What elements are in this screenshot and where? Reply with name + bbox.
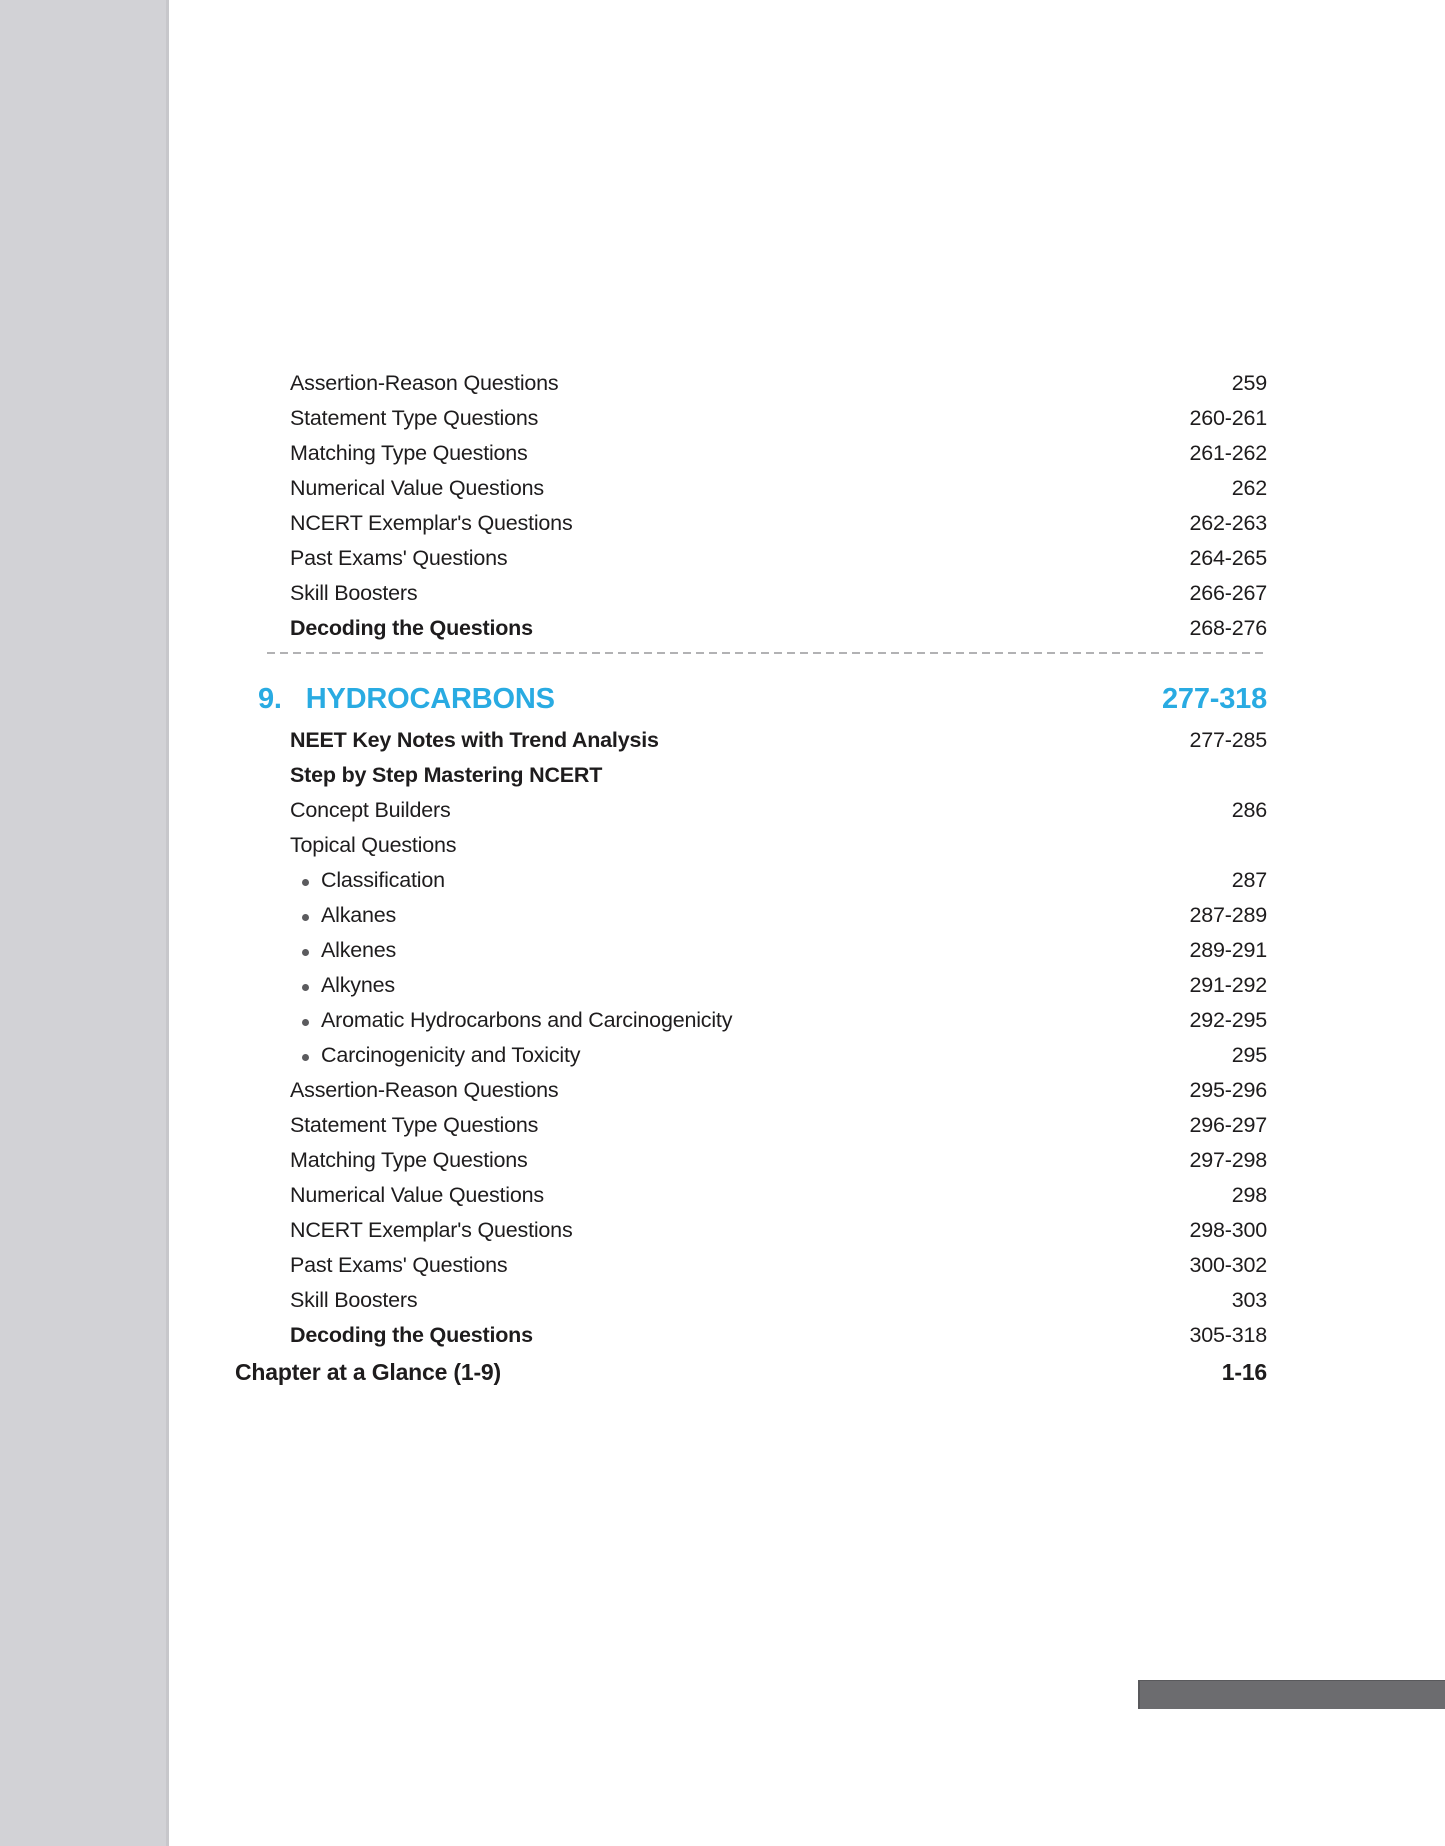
toc-item-pages: 291-292: [1189, 973, 1267, 997]
toc-row: [235, 506, 1267, 541]
chapter-title: HYDROCARBONS: [305, 683, 555, 715]
toc-item-pages: 262: [1231, 476, 1267, 500]
chapter-heading-row: [258, 683, 1267, 716]
toc-row: [235, 1178, 1267, 1213]
dashed-divider: [267, 652, 1263, 654]
toc-item-label: [302, 903, 396, 928]
toc-item-label: Statement Type Questions: [290, 1113, 539, 1137]
bullet-icon: [302, 949, 309, 956]
toc-row: [235, 1248, 1267, 1283]
toc-item-label: Past Exams' Questions: [290, 546, 508, 570]
toc-row: [235, 1318, 1267, 1353]
toc-item-text: Alkanes: [321, 903, 397, 927]
toc-item-pages: 262-263: [1189, 511, 1267, 535]
toc-item-label: Assertion-Reason Questions: [290, 1078, 559, 1102]
toc-item-label: Skill Boosters: [290, 581, 418, 605]
toc-item-label: [302, 938, 396, 963]
bullet-icon: [302, 984, 309, 991]
toc-row: [235, 1073, 1267, 1108]
toc-item-label: Numerical Value Questions: [290, 476, 544, 500]
toc-row: [235, 723, 1267, 758]
toc-row: [235, 1283, 1267, 1318]
toc-item-pages: 295: [1231, 1043, 1267, 1067]
toc-row: [235, 401, 1267, 436]
bullet-icon: [302, 914, 309, 921]
toc-item-pages: 296-297: [1189, 1113, 1267, 1137]
toc-item-label: [302, 1008, 732, 1033]
toc-item-pages: 277-285: [1189, 728, 1267, 752]
bullet-icon: [302, 1054, 309, 1061]
toc-item-text: Alkynes: [321, 973, 395, 997]
toc-item-text: Alkenes: [321, 938, 397, 962]
toc-row: [235, 1213, 1267, 1248]
toc-row: [235, 968, 1267, 1003]
toc-item-label: Matching Type Questions: [290, 1148, 528, 1172]
toc-row: [235, 541, 1267, 576]
toc-item-label: Topical Questions: [290, 833, 457, 857]
toc-item-pages: 300-302: [1189, 1253, 1267, 1277]
toc-row: [235, 611, 1267, 646]
toc-item-pages: 259: [1231, 371, 1267, 395]
toc-item-pages: 298-300: [1189, 1218, 1267, 1242]
toc-item-label: Skill Boosters: [290, 1288, 418, 1312]
toc-item-text: Carcinogenicity and Toxicity: [321, 1043, 581, 1067]
toc-item-pages: 266-267: [1189, 581, 1267, 605]
chapter-at-a-glance-row: [235, 1354, 1267, 1390]
toc-item-pages: 298: [1231, 1183, 1267, 1207]
toc-item-pages: 289-291: [1189, 938, 1267, 962]
toc-row: [235, 898, 1267, 933]
toc-item-label: NEET Key Notes with Trend Analysis: [290, 728, 659, 752]
toc-row: [235, 863, 1267, 898]
bullet-icon: [302, 879, 309, 886]
toc-row: [235, 793, 1267, 828]
toc-row: [235, 1108, 1267, 1143]
toc-row: [235, 828, 1267, 863]
toc-item-pages: 303: [1231, 1288, 1267, 1312]
toc-item-pages: 286: [1231, 798, 1267, 822]
toc-item-label: Past Exams' Questions: [290, 1253, 508, 1277]
chapter-items-list: [235, 723, 1267, 1353]
toc-row: [235, 1143, 1267, 1178]
toc-item-label: NCERT Exemplar's Questions: [290, 511, 573, 535]
toc-item-label: Matching Type Questions: [290, 441, 528, 465]
toc-item-pages: 305-318: [1189, 1323, 1267, 1347]
toc-item-label: Numerical Value Questions: [290, 1183, 544, 1207]
toc-item-label: Decoding the Questions: [290, 1323, 533, 1347]
toc-item-pages: 287: [1231, 868, 1267, 892]
toc-item-pages: 264-265: [1189, 546, 1267, 570]
toc-item-label: Decoding the Questions: [290, 616, 533, 640]
toc-item-pages: 260-261: [1189, 406, 1267, 430]
toc-item-label: NCERT Exemplar's Questions: [290, 1218, 573, 1242]
toc-item-pages: 287-289: [1189, 903, 1267, 927]
toc-item-label: [302, 868, 445, 893]
toc-row: [235, 1038, 1267, 1073]
toc-row: [235, 366, 1267, 401]
previous-chapter-items-list: [235, 366, 1267, 646]
toc-item-pages: 261-262: [1189, 441, 1267, 465]
toc-item-pages: 268-276: [1189, 616, 1267, 640]
toc-item-label: Step by Step Mastering NCERT: [290, 763, 603, 787]
toc-item-text: Aromatic Hydrocarbons and Carcinogenicity: [321, 1008, 733, 1032]
bullet-icon: [302, 1019, 309, 1026]
toc-row: [235, 576, 1267, 611]
toc-item-text: Classification: [321, 868, 445, 892]
chapter-number: 9.: [258, 683, 282, 715]
toc-item-label: [302, 1043, 580, 1068]
toc-item-pages: 297-298: [1189, 1148, 1267, 1172]
toc-item-label: Concept Builders: [290, 798, 451, 822]
footer-gray-bar: [1138, 1680, 1445, 1709]
toc-item-label: Assertion-Reason Questions: [290, 371, 559, 395]
toc-row: [235, 1003, 1267, 1038]
toc-row: [235, 933, 1267, 968]
toc-item-label: [302, 973, 395, 998]
toc-item-pages: 292-295: [1189, 1008, 1267, 1032]
toc-row: [235, 471, 1267, 506]
chapter-page-range: 277-318: [1161, 683, 1267, 715]
toc-row: [235, 758, 1267, 793]
toc-item-label: Statement Type Questions: [290, 406, 539, 430]
chapter-at-a-glance-label: Chapter at a Glance (1-9): [235, 1358, 501, 1385]
toc-row: [235, 436, 1267, 471]
toc-item-pages: 295-296: [1189, 1078, 1267, 1102]
chapter-at-a-glance-pages: 1-16: [1221, 1358, 1267, 1385]
